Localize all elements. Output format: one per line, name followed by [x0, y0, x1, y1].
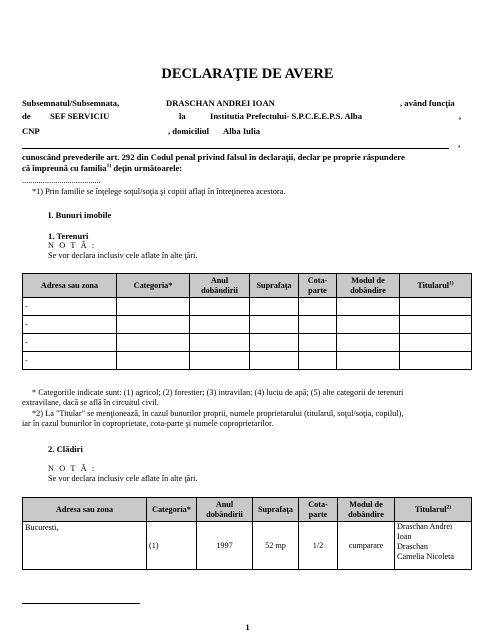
col-header-anul: Anul dobândirii — [197, 498, 253, 522]
family-text: că împreună cu familia$^{1)}$ deţin următoarele: — [22, 163, 183, 173]
terenuri-table — [22, 273, 472, 370]
titular-note-cont: iar în cazul bunurilor în coproprietate, cota-parte şi numele coproprietarilor. — [22, 419, 274, 428]
table-cell: - — [23, 352, 117, 370]
domicile-value: Alba Iulia — [223, 126, 261, 136]
document-title: DECLARAŢIE DE AVERE — [161, 66, 334, 82]
cell-categoria: (1) — [147, 522, 197, 570]
comma-mark: , — [458, 139, 461, 149]
page-number: 1 — [245, 622, 250, 632]
col-header-cota: Cota-parte — [299, 274, 337, 298]
cell-titular: Draschan Andrei Ioan Draschan Camelia Nicoleta — [395, 522, 472, 570]
table-header-row — [23, 498, 472, 522]
col-header-cota: Cota-parte — [299, 498, 338, 522]
cell-anul: 1997 — [197, 522, 253, 570]
table-header-row — [23, 274, 472, 298]
section-title-imobile: I. Bunuri imobile — [48, 210, 112, 220]
position-value: SEF SERVICIU — [50, 111, 110, 121]
declaration-text: cunoscând prevederile art. 292 din Codul penal privind falsul în declaraţii, declar pe proprie răspundere — [22, 152, 405, 162]
table-row — [23, 298, 472, 316]
table-cell: - — [23, 316, 117, 334]
col-header-adresa: Adresa sau zona — [23, 498, 147, 522]
subsection-terenuri: 1. Terenuri — [48, 231, 89, 241]
la-label: la — [179, 111, 186, 121]
col-header-modul: Modul de dobândire — [337, 274, 400, 298]
table-cell: - — [23, 298, 117, 316]
col-header-suprafata: Suprafaţa — [253, 498, 299, 522]
nota-label: N O T Ă : — [48, 241, 96, 250]
declarant-label: Subsemnatul/Subsemnata, — [22, 98, 120, 108]
nota-text: Se vor declara inclusiv cele aflate în alte ţări. — [48, 474, 198, 483]
institution-value: Institutia Prefectului- S.P.C.E.E.P.S. Alba — [210, 111, 363, 121]
cell-cota: 1/2 — [299, 522, 338, 570]
table-row — [23, 352, 472, 370]
categories-note-cont: extravilane, dacă se află în circuitul civil. — [22, 398, 159, 407]
titular-note: *2) La "Titular" se menţionează, în cazul bunurilor proprii, numele proprietarului (titularul, soţul/soţia, copilul), — [32, 409, 404, 418]
declarant-name: DRASCHAN ANDREI IOAN — [166, 98, 275, 108]
col-header-categoria: Categoria* — [147, 498, 197, 522]
table-row — [23, 522, 472, 570]
footnote-1: *1) Prin familie se înţelege soţul/soţia şi copiii aflaţi în întreţinerea acestora. — [32, 187, 286, 196]
col-header-modul: Modul de dobândire — [338, 498, 395, 522]
function-label: , având funcţia — [400, 98, 455, 108]
subsection-cladiri: 2. Clădiri — [48, 444, 83, 454]
cell-suprafata: 52 mp — [253, 522, 299, 570]
footnote-rule — [22, 603, 140, 604]
col-header-categoria: Categoria* — [117, 274, 190, 298]
de-label: de — [22, 111, 31, 121]
cnp-label: CNP — [22, 126, 40, 136]
footnote-separator: ...................................... — [22, 176, 101, 185]
domicile-label: , domiciliul — [168, 126, 210, 136]
table-row — [23, 334, 472, 352]
nota-text: Se vor declara inclusiv cele aflate în alte ţări. — [48, 251, 198, 260]
comma-mark: , — [459, 111, 462, 121]
col-header-titular: Titularul$^{2)}$ — [395, 498, 472, 522]
table-cell: - — [23, 334, 117, 352]
blank-line — [22, 148, 449, 149]
table-row — [23, 316, 472, 334]
cell-modul: cumparare — [338, 522, 395, 570]
nota-label: N O T Ă : — [48, 464, 96, 473]
categories-note: * Categoriile indicate sunt: (1) agricol; (2) forestier; (3) intravilan; (4) luciu de apă; (5) alte categorii de terenuri — [32, 388, 404, 397]
col-header-suprafata: Suprafaţa — [250, 274, 299, 298]
col-header-titular: Titularul$^{1)}$ — [400, 274, 472, 298]
col-header-anul: Anul dobândirii — [190, 274, 250, 298]
col-header-adresa: Adresa sau zona — [23, 274, 117, 298]
cell-adresa: Bucuresti, — [23, 522, 147, 570]
cladiri-table — [22, 497, 472, 570]
